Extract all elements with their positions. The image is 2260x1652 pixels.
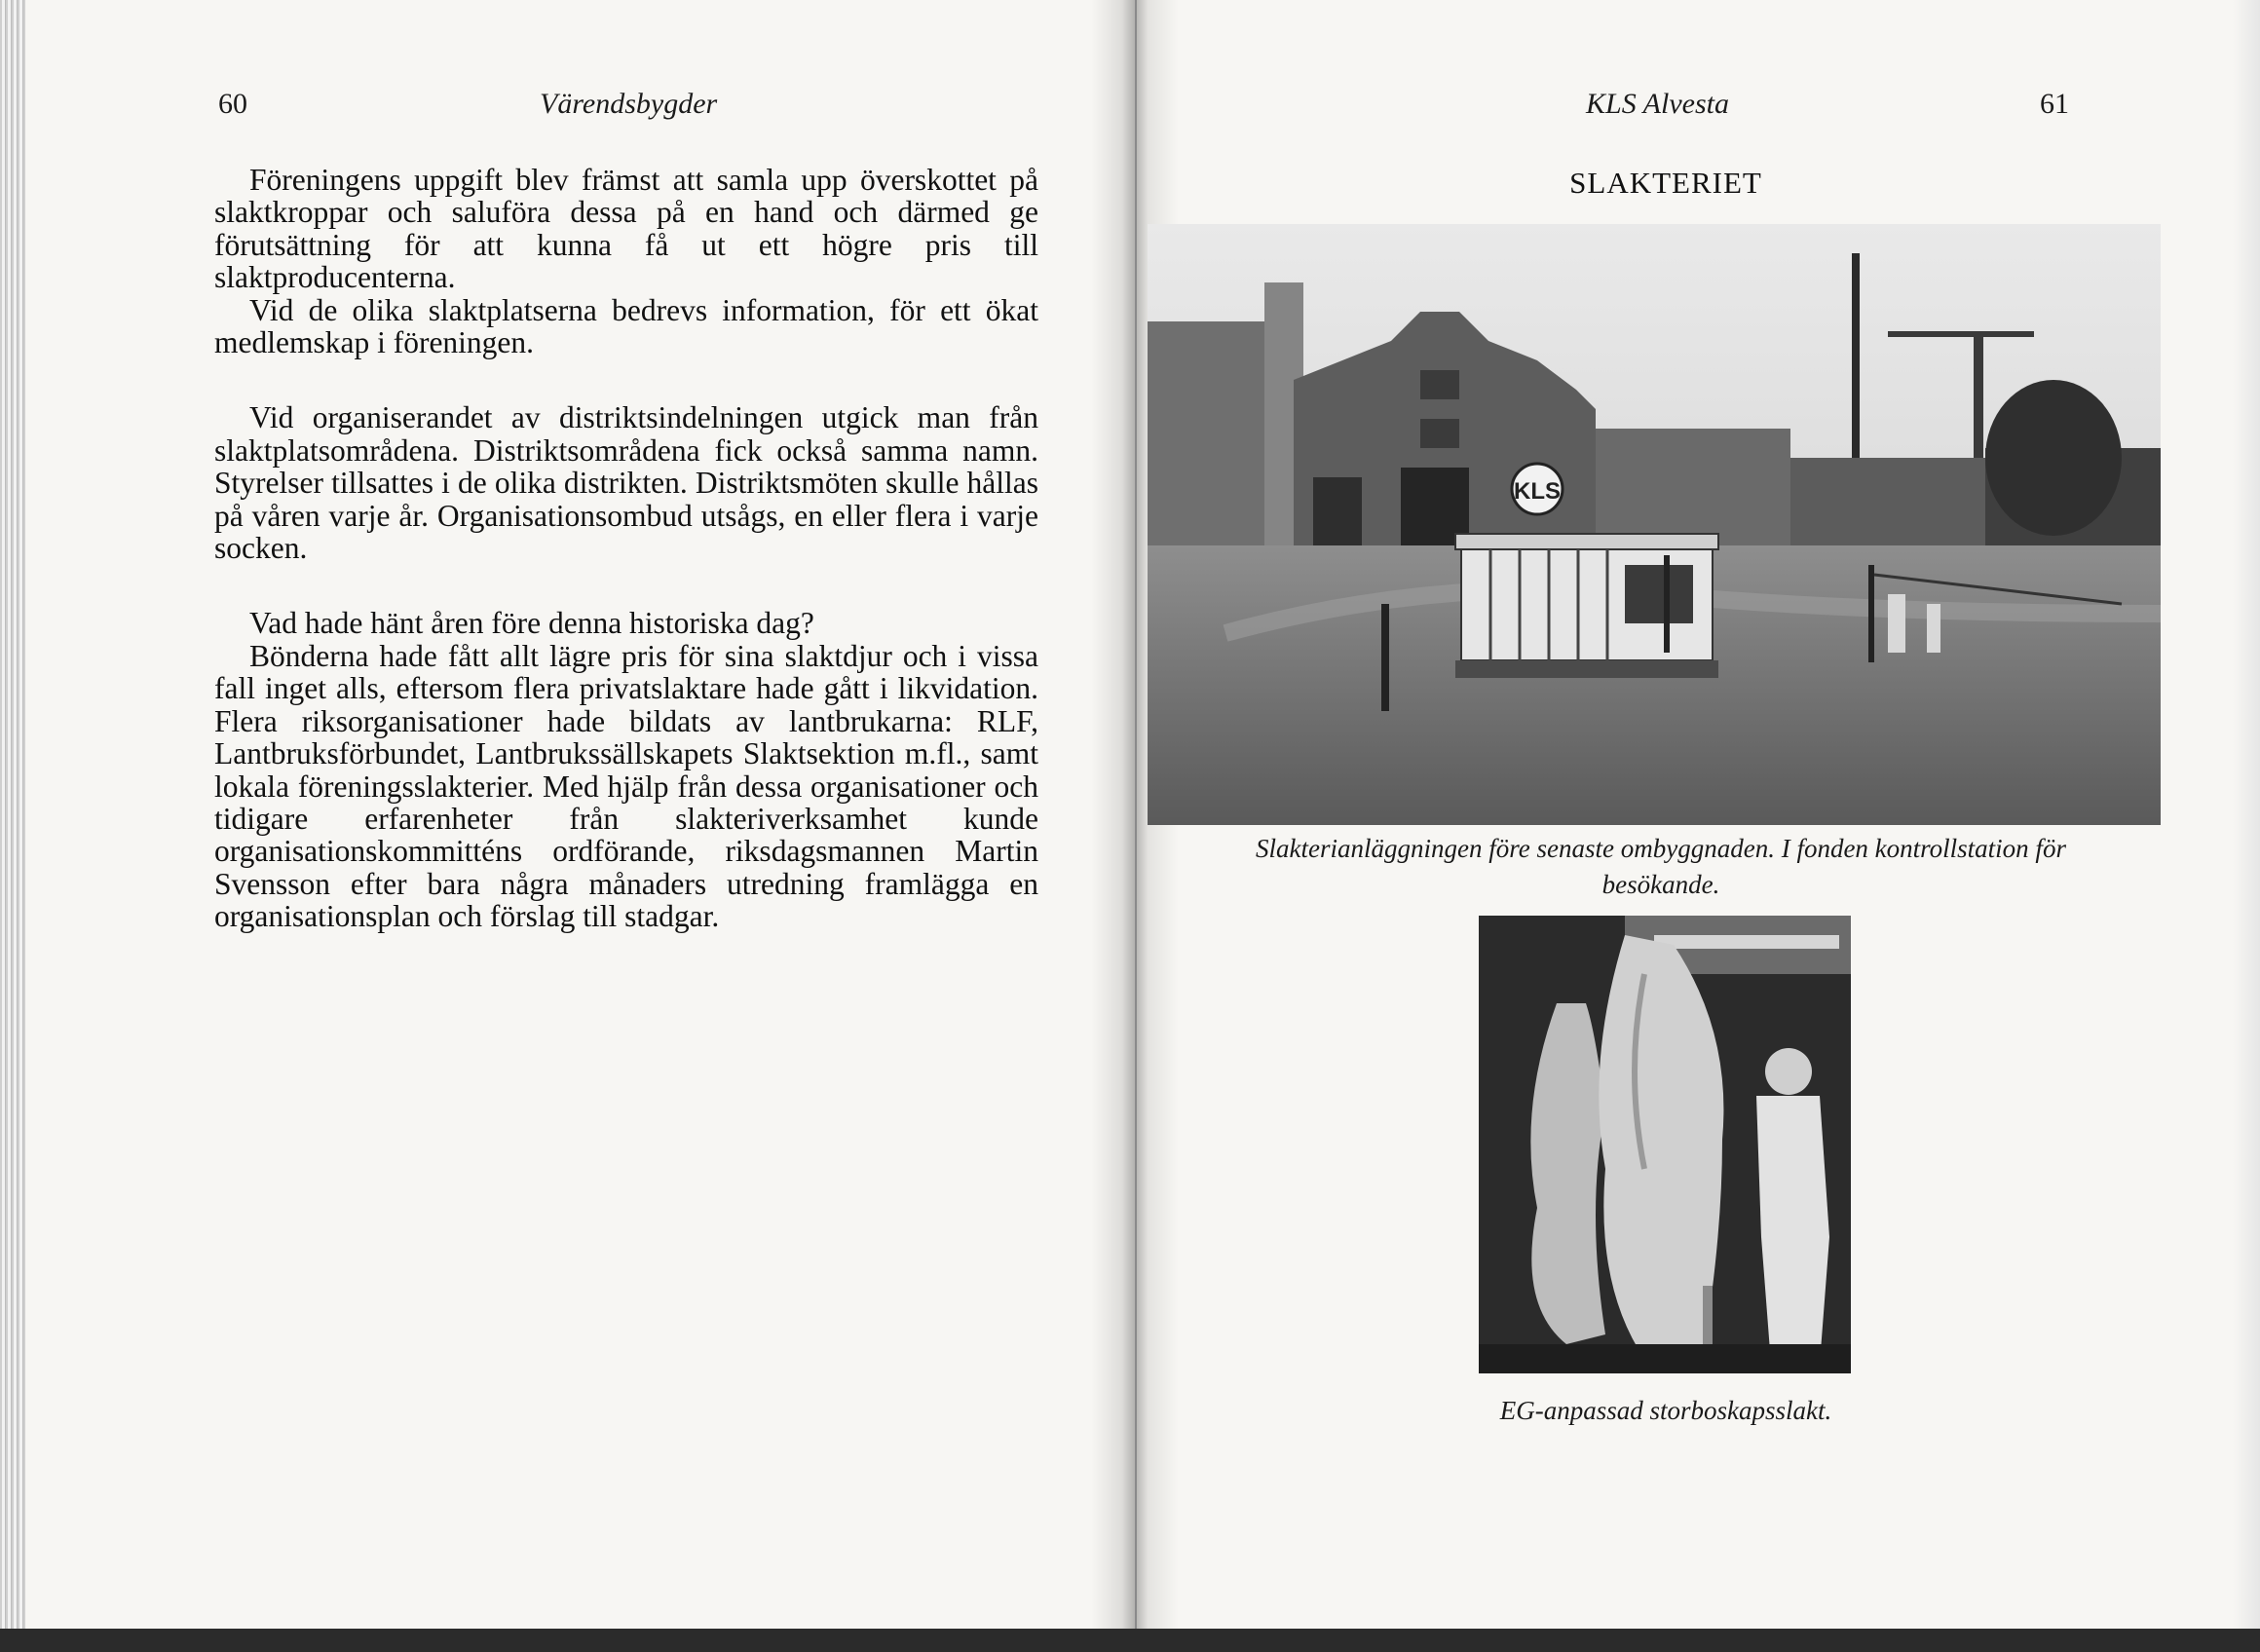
scanner-bottom-strip — [0, 1629, 2260, 1652]
gutter-line — [1135, 0, 1137, 1629]
paragraph-2: Vid de olika slaktplatserna bedrevs information, för ett ökat medlemskap i föreningen. — [214, 292, 1038, 360]
slaughterhouse-illustration — [1148, 224, 2161, 825]
left-running-head: Värendsbygder — [540, 88, 718, 120]
right-page-number: 61 — [2040, 88, 2069, 120]
right-page-edge — [2233, 0, 2260, 1629]
page-edges — [0, 0, 25, 1629]
paragraph-1: Föreningens uppgift blev främst att samla upp överskottet på slaktkroppar och saluföra dessa på en hand och därmed ge förutsättning för att kunna få ut ett högre pris till slaktproducenterna. — [214, 163, 1038, 295]
left-page-number: 60 — [218, 88, 247, 120]
kls-sign: KLS — [1514, 478, 1561, 505]
right-running-head: KLS Alvesta — [1586, 88, 1729, 120]
slaughter-hall-illustration — [1479, 916, 1851, 1373]
slaughterhouse-photo — [1148, 224, 2161, 825]
figure2-caption: EG-anpassad storboskapsslakt. — [1499, 1396, 1832, 1425]
figure1-caption: Slakterianläggningen före senaste ombyggnaden. I fonden kontrollstation för besökande. — [1256, 834, 2066, 899]
paragraph-4: Vad hade hänt åren före denna historiska dag? — [249, 606, 814, 641]
left-body-text — [214, 164, 1038, 933]
slaughter-hall-photo — [1479, 916, 1851, 1373]
section-title: SLAKTERIET — [1569, 166, 1762, 200]
paragraph-3: Vid organiserandet av distriktsindelningen utgick man från slaktplatsområdena. Distriktsområdena fick också samma namn. Styrelser tillsattes i de olika distrikten. Distriktsmöten skulle hållas på våren varje år. Organisationsombud utsågs, en eller flera i varje socken. — [214, 400, 1038, 566]
paragraph-5: Bönderna hade fått allt lägre pris för sina slaktdjur och i vissa fall inget alls, eftersom flera privatslaktare hade gått i likvidation. Flera riksorganisationer hade bildats av lantbrukarna: RLF, Lantbruksförbundet, Lantbrukssällskapets Slaktsektion m.fl., samt lokala föreningsslakterier. Med hjälp från dessa organisationer och tidigare erfarenheter från slakteriverksamhet kunde organisationskommitténs ordförande, riksdagsmannen Martin Svensson efter bara några månaders utredning framlägga en organisationsplan och förslag till stadgar. — [214, 638, 1038, 934]
